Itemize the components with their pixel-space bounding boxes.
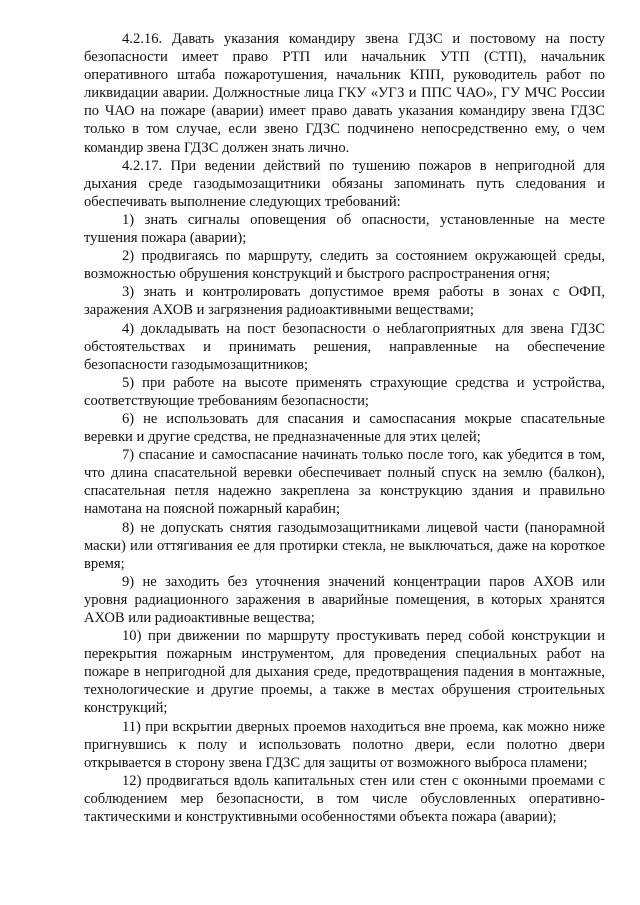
list-item-12: 12) продвигаться вдоль капитальных стен или стен с оконными проемами с соблюдением мер безопасности, в том числе обусловленных оперативно-тактическими и конструктивными особенностями объекта пожара (аварии);	[84, 772, 605, 826]
list-item-3: 3) знать и контролировать допустимое время работы в зонах с ОФП, заражения АХОВ и загрязнения радиоактивными веществами;	[84, 284, 605, 319]
list-item-6: 6) не использовать для спасания и самоспасания мокрые спасательные веревки и другие средства, не предназначенные для этих целей;	[84, 410, 605, 446]
list-item-8: 8) не допускать снятия газодымозащитниками лицевой части (панорамной маски) или оттягивания ее для протирки стекла, не выключаться, даже на короткое время;	[84, 519, 605, 572]
list-item-7: 7) спасание и самоспасание начинать только после того, как убедится в том, что длина спасательной веревки обеспечивает полный спуск на землю (балкон), спасательная петля надежно закреплена за конструкцию здания и правильно намотана на поясной пожарный карабин;	[84, 447, 605, 518]
list-item-1: 1) знать сигналы оповещения об опасности, установленные на месте тушения пожара (аварии);	[84, 211, 605, 247]
list-item-10: 10) при движении по маршруту простукивать перед собой конструкции и перекрытия пожарным инструментом, для проведения специальных работ на пожаре в непригодной для дыхания среде, предотвращения падения в монтажные, технологические и другие проемы, а также в местах обрушения строительных конструкций;	[84, 628, 605, 717]
list-item-2: 2) продвигаясь по маршруту, следить за состоянием окружающей среды, возможностью обрушения конструкций и быстрого распространения огня;	[84, 248, 605, 283]
list-item-11: 11) при вскрытии дверных проемов находиться вне проема, как можно ниже пригнувшись к полу и использовать полотно двери, если полотно двери открывается в сторону звена ГДЗС для защиты от возможного выброса пламени;	[84, 718, 605, 771]
list-item-9: 9) не заходить без уточнения значений концентрации паров АХОВ или уровня радиационного заражения в аварийные помещения, в которых хранятся АХОВ или радиоактивные вещества;	[84, 573, 605, 626]
list-item-4: 4) докладывать на пост безопасности о неблагоприятных для звена ГДЗС обстоятельствах и принимать решения, направленные на обеспечение безопасности газодымозащитников;	[84, 320, 605, 373]
list-item-5: 5) при работе на высоте применять страхующие средства и устройства, соответствующие требованиям безопасности;	[84, 374, 605, 409]
paragraph-4-2-16: 4.2.16. Давать указания командиру звена ГДЗС и постовому на посту безопасности имеет право РТП или начальник УТП (СТП), начальник оперативного штаба пожаротушения, начальник КПП, руководитель работ по ликвидации аварии. Должностные лица ГКУ «УГЗ и ППС ЧАО», ГУ МЧС России по ЧАО на пожаре (аварии) имеет право давать указания командиру звена ГДЗС только в том случае, если звено ГДЗС подчинено непосредственно ему, о чем командир звена ГДЗС должен знать лично.	[84, 31, 605, 156]
paragraph-4-2-17: 4.2.17. При ведении действий по тушению пожаров в непригодной для дыхания среде газодымозащитники обязаны запоминать путь следования и обеспечивать выполнение следующих требований:	[84, 157, 605, 210]
